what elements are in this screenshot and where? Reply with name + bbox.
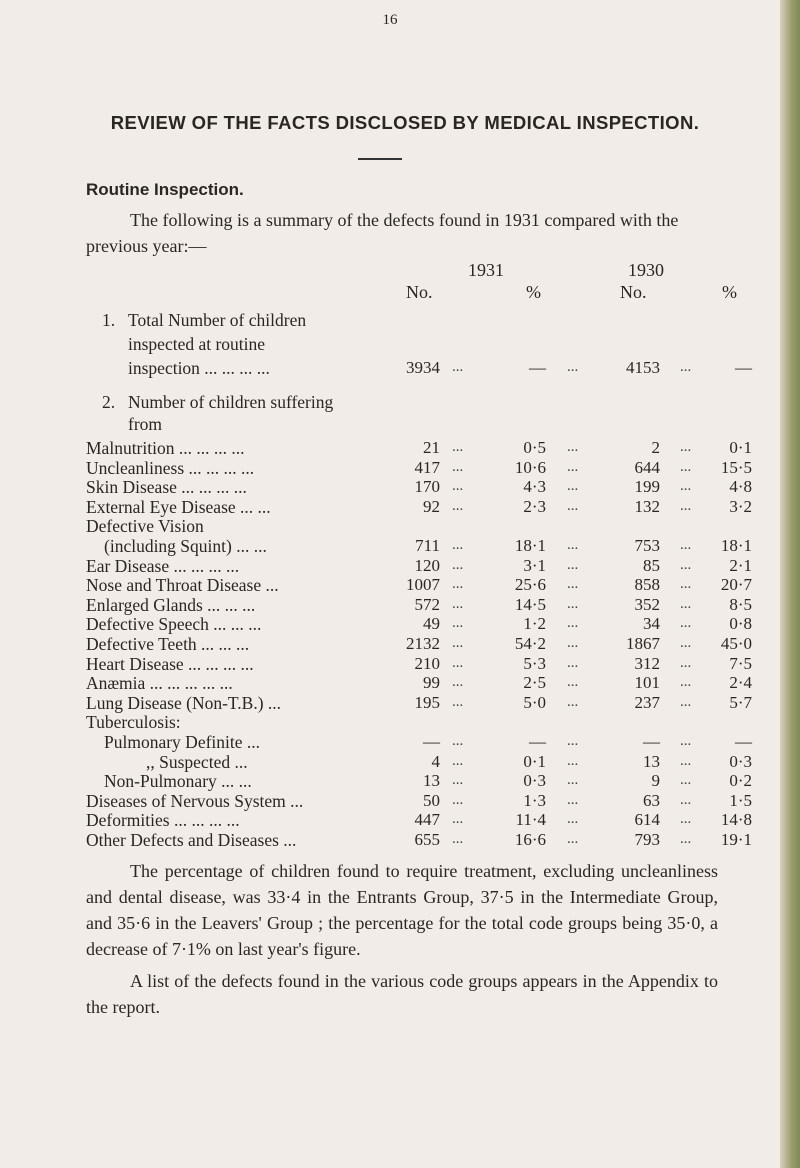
leader-dots: ... [452, 478, 464, 495]
column-no-1931: No. [406, 282, 433, 302]
leader-dots: ... [567, 595, 579, 612]
leader-dots: ... [567, 733, 579, 749]
table-cell: 54·2 [514, 634, 546, 653]
leader-dots: ... [452, 674, 464, 691]
table-cell: — [643, 732, 660, 751]
item-label-line: inspection ... ... ... ... [128, 358, 270, 378]
table-cell: 63 [643, 790, 660, 810]
leader-dots: ... [567, 654, 579, 671]
leader-dots: ... [567, 439, 579, 455]
table-cell: 45·0 [720, 634, 752, 653]
table-cell: — [735, 732, 752, 751]
leader-dots: ... [452, 458, 464, 475]
intro-text: The following is a summary of the defects found in 1931 compared with the previous year:— [86, 210, 679, 256]
leader-dots: ... [680, 635, 692, 651]
table-cell: 858 [634, 575, 660, 595]
table-cell: 0·1 [523, 751, 546, 771]
row-label: Defective Vision [86, 516, 204, 537]
leader-dots: ... [452, 439, 464, 455]
table-cell: 711 [415, 536, 440, 555]
table-cell: 14·8 [720, 810, 752, 830]
table-cell: 572 [414, 594, 440, 614]
table-cell: 793 [634, 830, 660, 849]
leader-dots: ... [452, 615, 464, 632]
leader-dots: ... [680, 595, 692, 612]
row-label: ,, Suspected ... [146, 751, 248, 772]
leader-dots: ... [680, 359, 692, 375]
table-cell: 447 [414, 810, 440, 830]
leader-dots: ... [680, 556, 692, 573]
table-cell: 170 [414, 477, 440, 497]
row-label: Skin Disease ... ... ... ... [86, 477, 247, 498]
leader-dots: ... [680, 458, 692, 475]
table-cell: 101 [634, 673, 660, 693]
table-cell: 2·4 [729, 673, 752, 693]
table-cell: 2·1 [729, 555, 752, 575]
table-cell: 9 [651, 771, 660, 791]
row-label: Uncleanliness ... ... ... ... [86, 457, 255, 478]
table-cell: 4·8 [729, 477, 752, 497]
appendix-paragraph [86, 968, 718, 1020]
table-cell: 753 [634, 536, 660, 555]
table-cell: 0·2 [729, 771, 752, 791]
row-label: Non-Pulmonary ... ... [104, 771, 252, 792]
leader-dots: ... [567, 693, 579, 710]
leader-dots: ... [680, 733, 692, 749]
table-cell: 5·0 [523, 692, 546, 712]
leader-dots: ... [452, 537, 464, 553]
table-cell: 0·3 [523, 771, 546, 791]
row-label: Malnutrition ... ... ... ... [86, 438, 245, 458]
table-cell: 13 [643, 751, 660, 771]
leader-dots: ... [567, 359, 579, 375]
table-cell: 49 [423, 614, 440, 634]
leader-dots: ... [452, 831, 464, 847]
leader-dots: ... [680, 537, 692, 553]
title-divider [358, 158, 402, 160]
leader-dots: ... [680, 811, 692, 828]
item-label-line: inspected at routine [128, 334, 266, 354]
table-cell: 4·3 [523, 477, 546, 497]
page-number: 16 [382, 12, 398, 28]
column-pct-1930: % [722, 282, 737, 302]
leader-dots: ... [567, 831, 579, 847]
leader-dots: ... [452, 752, 464, 769]
leader-dots: ... [452, 733, 464, 749]
page-edge [780, 0, 800, 1168]
leader-dots: ... [567, 615, 579, 632]
table-cell: 92 [423, 496, 440, 516]
leader-dots: ... [452, 811, 464, 828]
leader-dots: ... [567, 556, 579, 573]
table-cell: 0·3 [729, 751, 752, 771]
table-cell: 2·5 [523, 673, 546, 693]
leader-dots: ... [567, 635, 579, 651]
table-cell: 644 [634, 457, 660, 477]
table-cell: 15·5 [720, 457, 752, 477]
table-cell: 1·3 [523, 790, 546, 810]
table-cell: 132 [634, 496, 660, 516]
leader-dots: ... [452, 497, 464, 514]
row-label: Enlarged Glands ... ... ... [86, 594, 256, 615]
table-cell: 5·7 [729, 692, 752, 712]
row-label: Pulmonary Definite ... [104, 732, 261, 752]
leader-dots: ... [452, 556, 464, 573]
table-cell: 18·1 [720, 536, 752, 555]
item-number: 2. [102, 392, 116, 412]
table-cell: 2 [651, 438, 660, 457]
column-no-1930: No. [620, 282, 647, 302]
item-label-line: Total Number of children [128, 310, 307, 330]
table-cell: 3·1 [523, 555, 546, 575]
leader-dots: ... [452, 772, 464, 789]
table-cell: 655 [414, 830, 440, 849]
leader-dots: ... [680, 615, 692, 632]
leader-dots: ... [680, 654, 692, 671]
table-cell: 20·7 [720, 575, 752, 595]
table-cell: 2·3 [523, 496, 546, 516]
table-cell: 25·6 [514, 575, 546, 595]
table-cell: 5·3 [523, 653, 546, 673]
table-cell: 99 [423, 673, 440, 693]
row-label: Deformities ... ... ... ... [86, 810, 240, 831]
row-label: Defective Teeth ... ... ... [86, 634, 250, 654]
page-title: REVIEW OF THE FACTS DISCLOSED BY MEDICAL INSPECTION. [110, 112, 700, 133]
leader-dots: ... [452, 359, 464, 375]
table-cell: 614 [634, 810, 660, 830]
table-cell: 85 [643, 555, 660, 575]
row-label: Other Defects and Diseases ... [86, 830, 297, 850]
leader-dots: ... [680, 791, 692, 808]
row-label: (including Squint) ... ... [104, 536, 267, 556]
leader-dots: ... [567, 811, 579, 828]
leader-dots: ... [452, 576, 464, 593]
leader-dots: ... [680, 674, 692, 691]
table-cell: 417 [414, 457, 440, 477]
column-year-1931: 1931 [468, 260, 504, 280]
table-cell: 14·5 [514, 594, 546, 614]
leader-dots: ... [680, 772, 692, 789]
leader-dots: ... [567, 576, 579, 593]
table-cell: 1007 [406, 575, 440, 595]
row-label: Defective Speech ... ... ... [86, 614, 262, 635]
table-cell: 199 [634, 477, 660, 497]
table-cell: — [735, 358, 752, 377]
table-cell: — [529, 732, 546, 751]
leader-dots: ... [567, 791, 579, 808]
table-cell: 195 [414, 692, 440, 712]
leader-dots: ... [452, 693, 464, 710]
table-cell: 2132 [406, 634, 440, 653]
leader-dots: ... [680, 752, 692, 769]
table-cell: 50 [423, 790, 440, 810]
table-cell: 18·1 [514, 536, 546, 555]
table-cell: 13 [423, 771, 440, 791]
table-cell: 16·6 [514, 830, 546, 849]
appendix-text: A list of the defects found in the various code groups appears in the Appendix to the report. [86, 971, 718, 1017]
leader-dots: ... [680, 693, 692, 710]
row-label: Anæmia ... ... ... ... ... [86, 673, 233, 694]
leader-dots: ... [567, 537, 579, 553]
table-cell: 3934 [406, 358, 440, 377]
table-cell: 21 [423, 438, 440, 457]
table-cell: 0·1 [729, 438, 752, 457]
leader-dots: ... [680, 497, 692, 514]
percentage-text: The percentage of children found to require treatment, excluding uncleanliness and dental disease, was 33·4 in the Entrants Group, 37·5 in the Intermediate Group, and 35·6 in the Leavers' Group ; the percentage for the total code groups being 35·0, a decrease of 7·1% on last year's figure. [86, 861, 718, 959]
table-cell: 210 [414, 653, 440, 673]
item-label-line: from [128, 414, 163, 434]
table-cell: — [529, 358, 546, 377]
row-label: External Eye Disease ... ... [86, 496, 271, 517]
leader-dots: ... [567, 478, 579, 495]
table-cell: 1867 [626, 634, 660, 653]
leader-dots: ... [567, 674, 579, 691]
leader-dots: ... [680, 576, 692, 593]
table-cell: 34 [643, 614, 660, 634]
leader-dots: ... [452, 654, 464, 671]
row-label: Ear Disease ... ... ... ... [86, 555, 240, 576]
row-label: Nose and Throat Disease ... [86, 575, 279, 596]
table-cell: 4 [431, 751, 440, 771]
item-label-line: Number of children suffering [128, 392, 334, 412]
table-cell: 1·2 [523, 614, 546, 634]
leader-dots: ... [567, 458, 579, 475]
percentage-paragraph [86, 858, 718, 962]
table-cell: 3·2 [729, 496, 752, 516]
table-cell: 4153 [626, 358, 660, 377]
leader-dots: ... [452, 595, 464, 612]
table-cell: 19·1 [720, 830, 752, 849]
leader-dots: ... [452, 791, 464, 808]
leader-dots: ... [567, 772, 579, 789]
table-cell: 312 [634, 653, 660, 673]
column-year-1930: 1930 [628, 260, 664, 280]
leader-dots: ... [452, 635, 464, 651]
row-label: Lung Disease (Non-T.B.) ... [86, 692, 282, 713]
table-cell: 10·6 [514, 457, 546, 477]
table-cell: 352 [634, 594, 660, 614]
table-cell: 8·5 [729, 594, 752, 614]
leader-dots: ... [567, 752, 579, 769]
table-cell: 120 [414, 555, 440, 575]
column-pct-1931: % [526, 282, 541, 302]
table-cell: 0·8 [729, 614, 752, 634]
table-cell: 237 [634, 692, 660, 712]
table-cell: 0·5 [523, 438, 546, 457]
row-label: Diseases of Nervous System ... [86, 790, 304, 811]
table-cell: 11·4 [515, 810, 546, 830]
item-number: 1. [102, 310, 116, 330]
intro-paragraph [86, 207, 716, 259]
table-cell: 1·5 [729, 790, 752, 810]
table-cell: 7·5 [729, 653, 752, 673]
table-cell: — [423, 732, 440, 751]
leader-dots: ... [567, 497, 579, 514]
section-heading: Routine Inspection. [86, 180, 244, 199]
row-label: Heart Disease ... ... ... ... [86, 653, 254, 674]
leader-dots: ... [680, 478, 692, 495]
leader-dots: ... [680, 831, 692, 847]
row-label: Tuberculosis: [86, 712, 181, 733]
leader-dots: ... [680, 439, 692, 455]
